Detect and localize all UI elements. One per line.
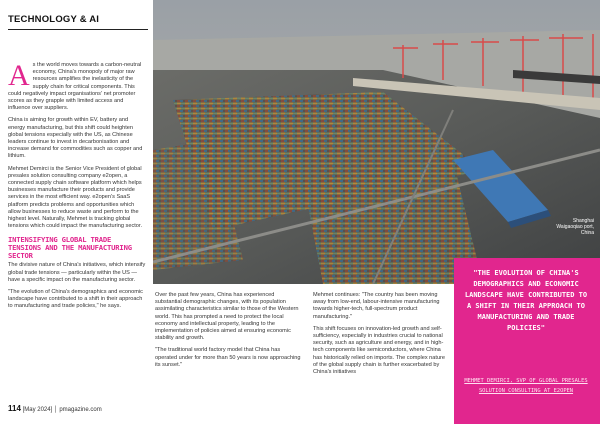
page-footer <box>8 404 102 413</box>
article-column-1 <box>8 59 146 316</box>
port-photo <box>153 0 600 284</box>
drop-cap: A <box>8 59 30 92</box>
paragraph: This shift focuses on innovation-led growth and self-sufficiency, especially in industries crucial to national security, such as agriculture and energy, and in high-tech components like semiconductors, where China has historically relied on imports. The complex nature of the global supply chain is further exacerbated by China's initiatives <box>313 325 446 376</box>
page-number: 114 <box>8 404 21 413</box>
intro-paragraph: As the world moves towards a carbon-neutral economy, China's monopoly of major raw resources amplifies the inelasticity of the supply chain for critical components. This could negatively impact organisations' net promoter scores as they grapple with limited access and influence over suppliers. <box>8 59 142 112</box>
paragraph: "The evolution of China's demographics and economic landscape have contributed to a shift in their approach to manufacturing and trade policies," he says. <box>8 289 143 310</box>
paragraph: The divisive nature of China's initiatives, which intensify global trade tensions — particularly within the US — have a specific impact on the manufacturing sector. <box>8 262 146 283</box>
paragraph: Mehmet Demirci is the Senior Vice President of global presales solution consulting company e2open, a connected supply chain software platform which helps businesses manufacture their products and provide services in the most efficient way. e2open's SaaS platform predicts problems and opportunities which allow businesses to reduce waste and perform to the highest level. Naturally, Mehmet is tracking global tensions which could impact the manufacturing sector. <box>8 165 143 230</box>
photo-caption: Shanghai Waigaoqiao port, China <box>556 218 594 236</box>
paragraph: China is aiming for growth within EV, battery and energy manufacturing, but this shift could heighten global tensions especially with the US, as Chinese leaders continue to invest in decarbonisation and increase demand for commodities such as copper and lithium. <box>8 117 143 160</box>
paragraph: Over the past few years, China has experienced substantial demographic changes, with its population assimilating characteristics similar to those of the Western world. This has prompted a need to protect the local economy and intellectual property, leading to the implementation of policies aimed at ensuring economic stability and growth. <box>155 292 299 342</box>
section-title: TECHNOLOGY & AI <box>8 14 100 25</box>
pull-quote-text: "THE EVOLUTION OF CHINA'S DEMOGRAPHICS AND ECONOMIC LANDSCAPE HAVE CONTRIBUTED TO A SHIFT IN THEIR APPROACH TO MANUFACTURING AND TRADE POLICIES" <box>464 269 588 332</box>
article-column-3 <box>313 292 449 381</box>
paragraph: Mehmet continues: "The country has been moving away from low-end, labour-intensive manufacturing towards higher-tech, full-spectrum product manufacturing." <box>313 292 440 320</box>
paragraph: "The traditional world factory model that China has operated under for more than 50 years is now approaching its sunset." <box>155 347 301 368</box>
article-column-2 <box>155 292 301 374</box>
issue-info: [May 2024] │ pmagazine.com <box>22 407 102 413</box>
subheading: INTENSIFYING GLOBAL TRADE TENSIONS AND THE MANUFACTURING SECTOR <box>8 235 132 261</box>
port-aerial-image <box>153 0 600 284</box>
section-divider <box>8 29 148 30</box>
pull-quote-attribution: MEHMET DEMIRCI, SVP OF GLOBAL PRESALES SOLUTION CONSULTING AT E2OPEN <box>464 378 588 394</box>
